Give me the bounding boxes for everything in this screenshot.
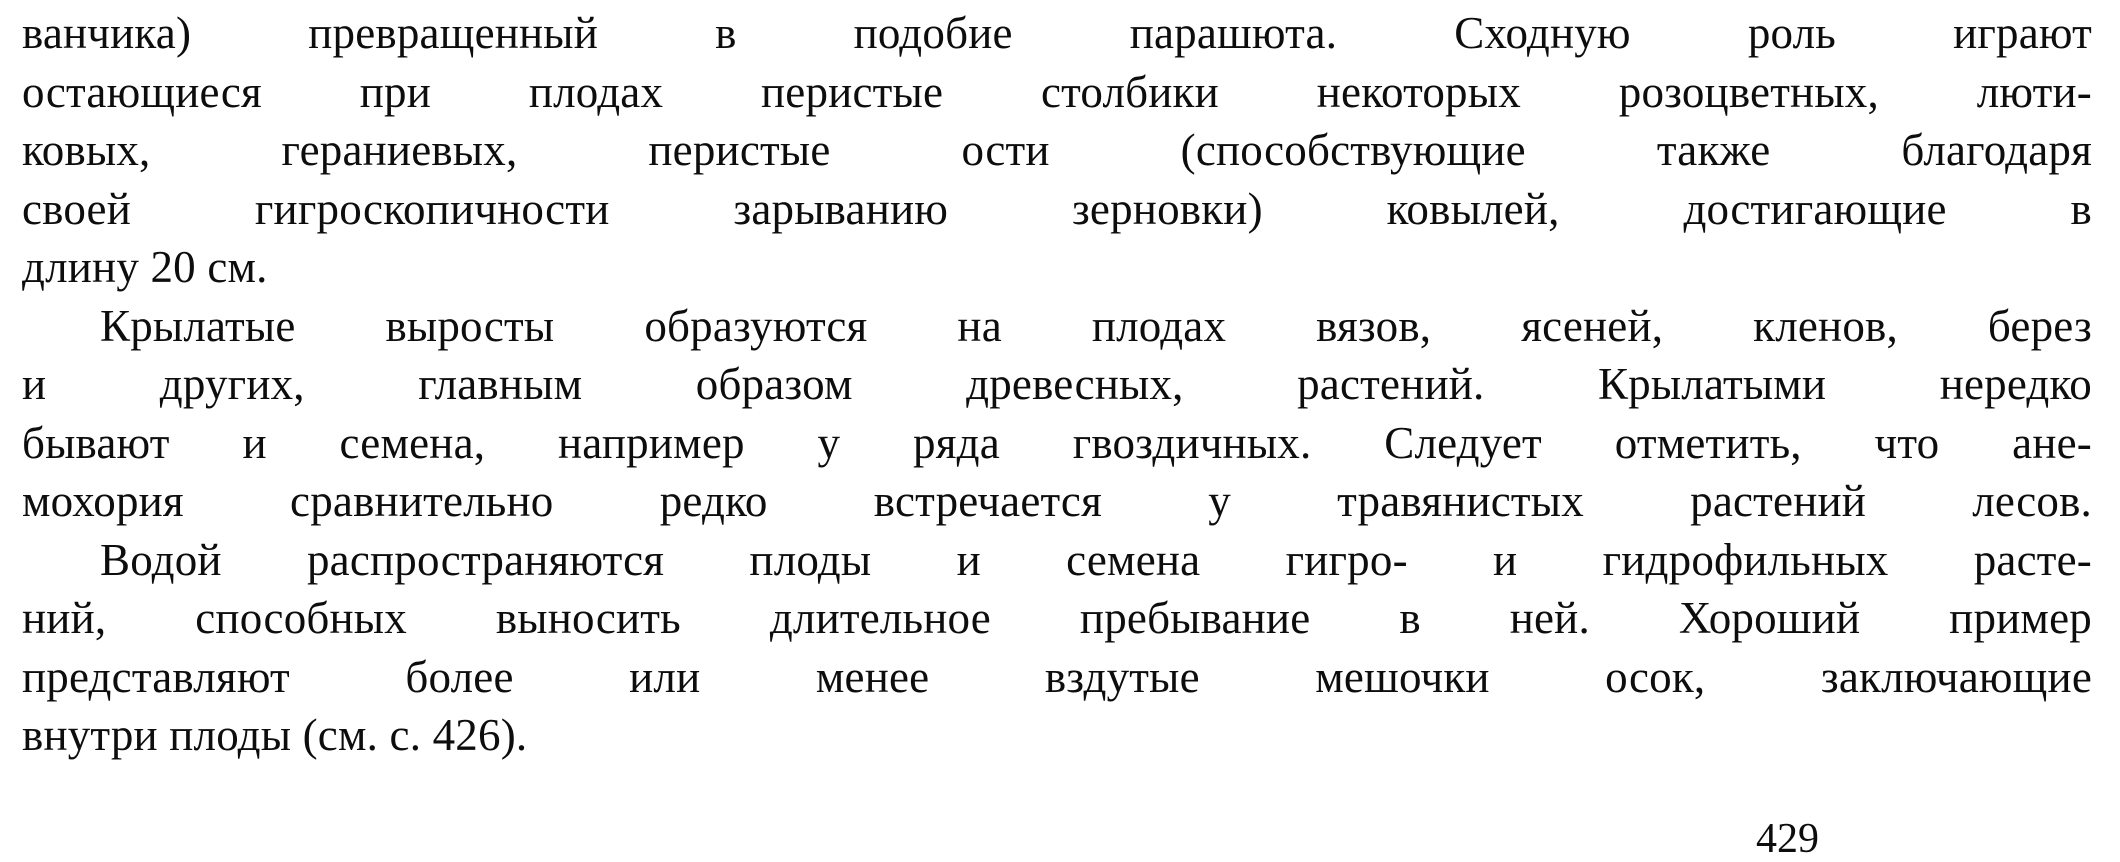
text-line: ванчика) превращенный в подобие парашюта. Сходную роль играют <box>22 8 2092 58</box>
text-line: длину 20 см. <box>22 242 268 292</box>
text-line: своей гигроскопичности зарыванию зерновки) ковылей, достигающие в <box>22 183 2092 234</box>
page-number-partial: 429 <box>1756 816 1819 862</box>
text-line: ний, способных выносить длительное пребывание в ней. Хороший пример <box>22 593 2092 643</box>
text-line: внутри плоды (см. с. 426). <box>22 710 528 760</box>
text-line: представляют более или менее вздутые мешочки осок, заключающие <box>22 651 2092 702</box>
text-line: мохория сравнительно редко встречается у травянистых растений лесов. <box>22 476 2092 526</box>
text-line: бывают и семена, например у ряда гвоздичных. Следует отметить, что ане- <box>22 417 2092 468</box>
text-line: Водой распространяются плоды и семена гигро- и гидрофильных расте- <box>100 534 2092 585</box>
text-line: ковых, гераниевых, перистые ости (способствующие также благодаря <box>22 125 2092 175</box>
text-block <box>22 4 2092 765</box>
text-line: Крылатые выросты образуются на плодах вязов, ясеней, кленов, берез <box>100 300 2092 351</box>
text-line: остающиеся при плодах перистые столбики некоторых розоцветных, люти- <box>22 66 2092 117</box>
text-line: и других, главным образом древесных, растений. Крылатыми нередко <box>22 359 2092 409</box>
